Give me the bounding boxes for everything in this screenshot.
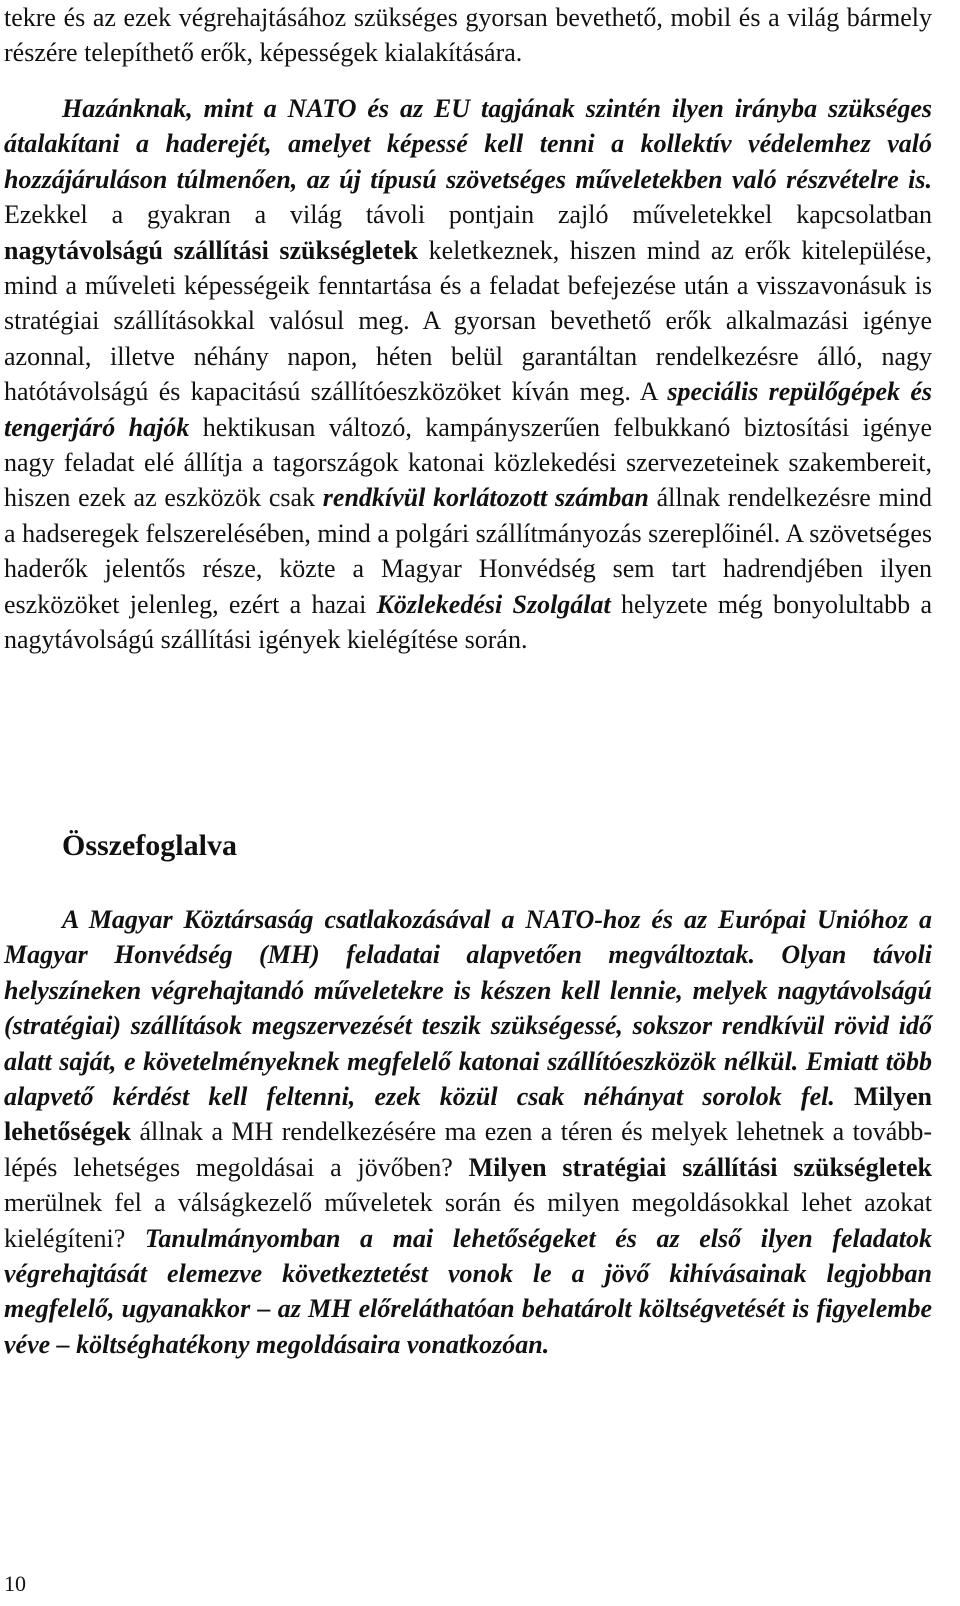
paragraph-text: helyzete még bonyolultabb a nagytávolságú szállítási igények kielégítése során. [4,589,933,655]
emphasis-text: rendkívül korlátozott számban [322,483,649,513]
section-heading: Összefoglalva [62,829,237,862]
bold-text: nagytávolságú szállítási szükségletek [4,235,419,265]
paragraph-summary [4,902,932,1362]
emphasis-text: speciális repülőgépek és tengerjáró hajók [4,377,932,442]
paragraph-text: tekre és az ezek végrehajtásához szükséges gyorsan bevethető, mobil és a világ bármely részére telepíthető erők, képességek kialakítására. [4,3,932,68]
bold-text: Milyen stratégiai szállítási szükségletek [468,1152,932,1182]
page-number: 10 [4,1571,26,1596]
bold-text: Milyen lehetőségek [4,1082,932,1147]
paragraph-text: Ezekkel a gyakran a világ távoli pontjain zajló műveletekkel kapcsolatban [4,200,932,230]
emphasis-text: Tanulmányomban a mai lehetőségeket és az első ilyen feladatok végrehajtását elemezve következtetést vonok le a jövő kihívásainak legjobban megfelelő, ugyanakkor – az MH előreláthatóan behatárolt költségvetését is figyelembe véve – költséghatékony megoldásaira vonatkozóan. [4,1223,932,1359]
paragraph-text: állnak a MH rendelkezésére ma ezen a téren és melyek lehetnek a továbblépés lehetséges megoldásai a jövőben? [4,1117,932,1182]
paragraph-text [835,1082,854,1111]
paragraph-body [4,91,932,658]
paragraph-text: állnak rendelkezésre mind a hadseregek felszerelésében, mind a polgári szállítmányozás szereplőinél. A szövetséges haderők jelentős része, közte a Magyar Honvédség sem tart hadrendjében ilyen eszközöket jelenleg, ezért a hazai [4,483,932,619]
paragraph-continuation [4,0,932,71]
paragraph-text: hektikusan változó, kampányszerűen felbukkanó biztosítási igénye nagy feladat elé állítja a tagországok katonai közlekedési szervezeteinek szakembereit, hiszen ezek az eszközök csak [4,412,932,513]
paragraph-text: keletkeznek, hiszen mind az erők kitelepülése, mind a műveleti képességeik fenntartása és a feladat befejezése után a visszavonásuk is stratégiai szállításokkal valósul meg. A gyorsan bevethető erők alkalmazási igénye azonnal, illetve néhány napon, héten belül garantáltan rendelkezésre álló, nagy hatótávolságú és kapacitású szállítóeszközöket kíván meg. A [4,235,932,407]
emphasis-text: Közlekedési Szolgálat [376,589,611,619]
emphasis-text: Hazánknak, mint a NATO és az EU tagjának szintén ilyen irányba szükséges átalakítani a haderejét, amelyet képessé kell tenni a kollektív védelemhez való hozzájáruláson túlmenően, az új típusú szövetséges műveletekben való részvételre is. [4,94,932,194]
emphasis-text: A Magyar Köztársaság csatlakozásával a NATO-hoz és az Európai Unióhoz a Magyar Honvédség (MH) feladatai alapvetően megváltoztak. Olyan távoli helyszíneken végrehajtandó műveletekre is készen kell lennie, melyek nagytávolságú (stratégiai) szállítások megszervezését teszik szükségessé, sokszor rendkívül rövid idő alatt saját, e követelményeknek megfelelő katonai szállítóeszközök nélkül. Emiatt több alapvető kérdést kell feltenni, ezek közül csak néhányat sorolok fel. [4,905,932,1112]
paragraph-text: merülnek fel a válságkezelő műveletek során és milyen megoldásokkal lehet azokat kielégíteni? [4,1188,932,1253]
